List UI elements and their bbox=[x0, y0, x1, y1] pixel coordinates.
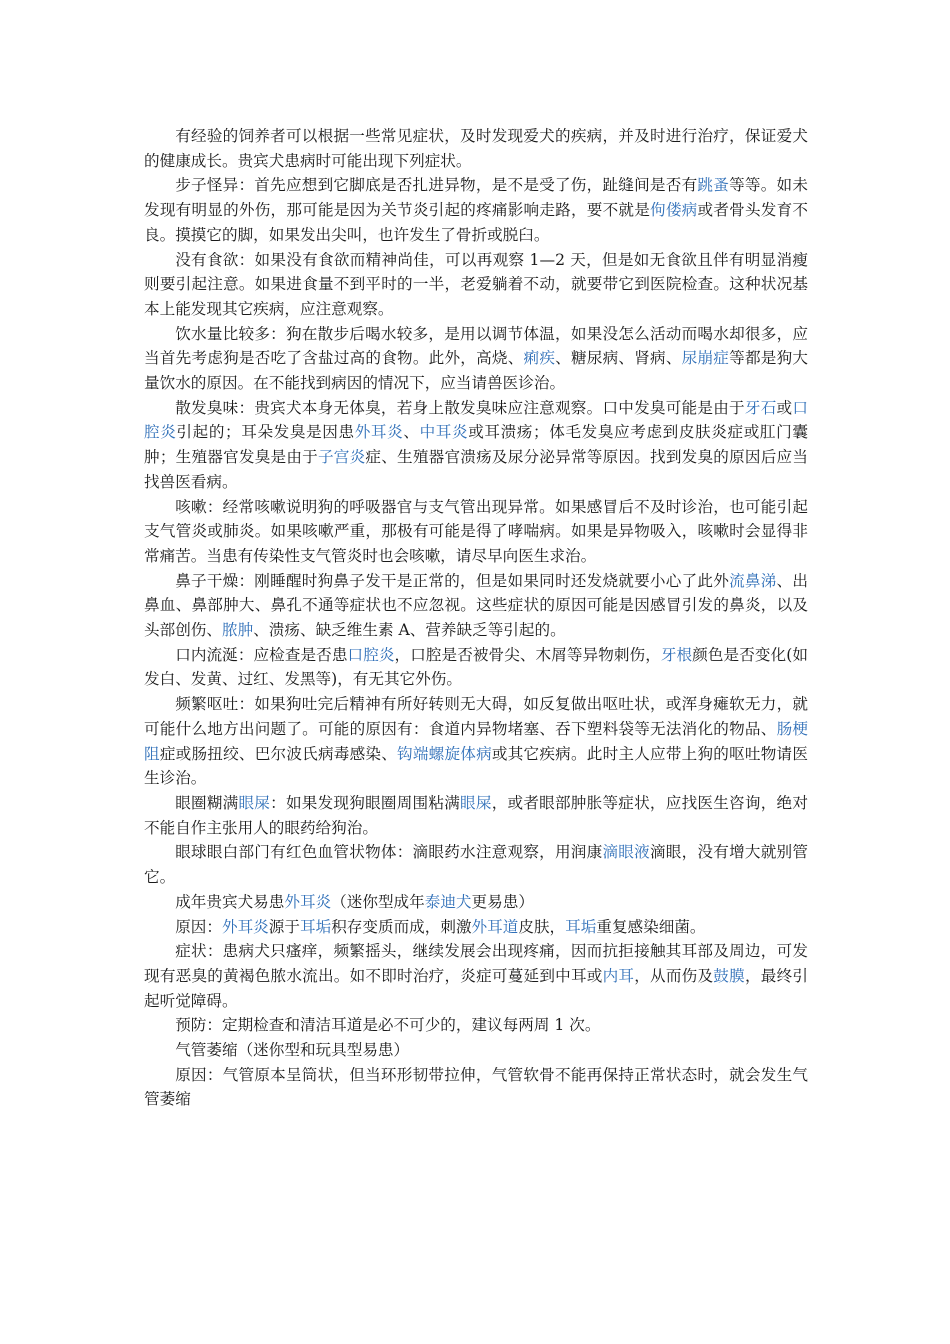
paragraph-text: 或者骨头发育不良。摸摸它的脚，如果发出尖叫，也许发生了骨折或脱臼。 bbox=[144, 201, 808, 244]
paragraph bbox=[144, 890, 808, 915]
paragraph-text: 散发臭味：贵宾犬本身无体臭，若身上散发臭味应注意观察。口中发臭可能是由于 bbox=[175, 398, 745, 417]
paragraph-text: 滴眼，没有增大就别管它。 bbox=[144, 843, 808, 887]
paragraph-text: 口内流涎：应检查是否患 bbox=[175, 645, 348, 664]
paragraph-text: 原因：气管原本呈筒状，但当环形韧带拉伸，气管软骨不能再保持正常状态时，就会发生气管萎缩 bbox=[144, 1065, 808, 1109]
term-link[interactable]: 中耳炎 bbox=[419, 423, 469, 442]
term-link[interactable]: 鼓膜 bbox=[713, 966, 745, 985]
term-link[interactable]: 耳垢 bbox=[299, 917, 332, 936]
term-link[interactable]: 牙根 bbox=[660, 645, 693, 664]
paragraph-text: 、糖尿病、肾病、 bbox=[555, 349, 682, 368]
term-link[interactable]: 跳蚤 bbox=[697, 176, 730, 195]
paragraph bbox=[144, 396, 808, 495]
paragraph-text: 症、生殖器官溃疡及尿分泌异常等原因。找到发臭的原因后应当找兽医看病。 bbox=[144, 448, 808, 491]
paragraph-text: 等都是狗大量饮水的原因。在不能找到病因的情况下，应当请兽医诊治。 bbox=[144, 349, 808, 393]
paragraph-text: 皮肤， bbox=[518, 917, 566, 936]
paragraph-text: 、出鼻血、鼻部肿大、鼻孔不通等症状也不应忽视。这些症状的原因可能是因感冒引发的鼻炎，以及头部创伤、 bbox=[144, 571, 808, 640]
term-link[interactable]: 脓肿 bbox=[221, 621, 254, 640]
paragraph bbox=[144, 322, 808, 396]
paragraph-text: 等等。如未发现有明显的外伤，那可能是因为关节炎引起的疼痛影响走路，要不就是 bbox=[144, 176, 808, 220]
paragraph-text: 源于 bbox=[268, 917, 300, 936]
paragraph-text: 步子怪异：首先应想到它脚底是否扎进异物，是不是受了伤，趾缝间是否有 bbox=[175, 176, 698, 195]
paragraph-text: 、溃疡、缺乏维生素 A、营养缺乏等引起的。 bbox=[253, 621, 566, 640]
paragraph-text: 鼻子干燥：刚睡醒时狗鼻子发干是正常的，但是如果同时还发烧就要小心了此外 bbox=[175, 571, 730, 590]
term-link[interactable]: 外耳炎 bbox=[354, 423, 404, 442]
paragraph-text: 咳嗽：经常咳嗽说明狗的呼吸器官与支气管出现异常。如果感冒后不及时诊治，也可能引起支气管炎或肺炎。如果咳嗽严重，那极有可能是得了哮喘病。如果是异物吸入，咳嗽时会显得非常痛苦。当患有传染性支气管炎时也会咳嗽，请尽早向医生求治。 bbox=[144, 497, 808, 565]
paragraph bbox=[144, 173, 808, 247]
term-link[interactable]: 口腔炎 bbox=[144, 398, 808, 442]
term-link[interactable]: 内耳 bbox=[602, 966, 635, 985]
paragraph bbox=[144, 1013, 808, 1038]
paragraph-text: ，最终引起听觉障碍。 bbox=[144, 966, 808, 1010]
paragraph-text: 引起的；耳朵发臭是因患 bbox=[176, 423, 355, 442]
paragraph-text: 或其它疾病。此时主人应带上狗的呕吐物请医生诊治。 bbox=[144, 744, 808, 788]
paragraph-text: ，从而伤及 bbox=[634, 966, 714, 985]
paragraph-text: 或耳溃疡；体毛发臭应考虑到皮肤炎症或肛门囊肿；生殖器官发臭是由于 bbox=[144, 423, 808, 467]
paragraph bbox=[144, 495, 808, 569]
term-link[interactable]: 佝偻病 bbox=[650, 201, 698, 220]
paragraph-text: 更易患） bbox=[471, 892, 534, 911]
paragraph bbox=[144, 643, 808, 692]
paragraph bbox=[144, 569, 808, 643]
term-link[interactable]: 眼屎 bbox=[460, 793, 492, 812]
paragraph-text: 饮水量比较多：狗在散步后喝水较多，是用以调节体温，如果没怎么活动而喝水却很多，应当首先考虑狗是否吃了含盐过高的食物。此外，高烧、 bbox=[144, 324, 808, 368]
paragraph-text: 预防：定期检查和清洁耳道是必不可少的，建议每两周 1 次。 bbox=[175, 1016, 601, 1035]
paragraph-text: ，口腔是否被骨尖、木屑等异物刺伤， bbox=[394, 645, 661, 664]
term-link[interactable]: 子宫炎 bbox=[317, 448, 366, 467]
paragraph bbox=[144, 124, 808, 173]
paragraph-text: 症或肠扭绞、巴尔波氏病毒感染、 bbox=[159, 744, 398, 763]
paragraph bbox=[144, 248, 808, 322]
paragraph-text: 气管萎缩（迷你型和玩具型易患） bbox=[175, 1041, 410, 1060]
term-link[interactable]: 滴眼液 bbox=[602, 843, 650, 862]
paragraph-text: 颜色是否变化(如发白、发黄、过红、发黑等)，有无其它外伤。 bbox=[144, 645, 808, 689]
paragraph-text: 或 bbox=[776, 398, 793, 417]
term-link[interactable]: 痢疾 bbox=[523, 349, 556, 368]
paragraph-text: 眼圈糊满 bbox=[175, 793, 239, 812]
term-link[interactable]: 肠梗阻 bbox=[144, 719, 808, 763]
paragraph bbox=[144, 1038, 808, 1063]
term-link[interactable]: 耳垢 bbox=[565, 917, 597, 936]
term-link[interactable]: 口腔炎 bbox=[347, 645, 395, 664]
paragraph-text: 重复感染细菌。 bbox=[596, 917, 706, 936]
paragraph-text: 眼球眼白部门有红色血管状物体：滴眼药水注意观察，用润康 bbox=[175, 843, 603, 862]
paragraph-text: ：如果发现狗眼圈周围粘满 bbox=[270, 793, 461, 812]
term-link[interactable]: 尿崩症 bbox=[681, 349, 730, 368]
term-link[interactable]: 外耳炎 bbox=[284, 892, 332, 911]
term-link[interactable]: 外耳炎 bbox=[221, 917, 269, 936]
paragraph-text: （迷你型成年 bbox=[331, 892, 425, 911]
paragraph-text: 、 bbox=[403, 423, 420, 442]
paragraph-text: 成年贵宾犬易患 bbox=[175, 892, 285, 911]
paragraph-text: 有经验的饲养者可以根据一些常见症状，及时发现爱犬的疾病，并及时进行治疗，保证爱犬的健康成长。贵宾犬患病时可能出现下列症状。 bbox=[144, 127, 808, 170]
paragraph bbox=[144, 939, 808, 1013]
term-link[interactable]: 流鼻涕 bbox=[729, 571, 777, 590]
term-link[interactable]: 外耳道 bbox=[471, 917, 519, 936]
paragraph-text: 症状：患病犬只瘙痒，频繁摇头，继续发展会出现疼痛，因而抗拒接触其耳部及周边，可发现有恶臭的黄褐色脓水流出。如不即时治疗，炎症可蔓延到中耳或 bbox=[144, 942, 808, 985]
paragraph-text: 频繁呕吐：如果狗吐完后精神有所好转则无大碍，如反复做出呕吐状，或浑身瘫软无力，就可能什么地方出问题了。可能的原因有：食道内异物堵塞、吞下塑料袋等无法消化的物品、 bbox=[144, 695, 808, 738]
document-body bbox=[144, 124, 808, 1112]
paragraph-text: ，或者眼部肿胀等症状，应找医生咨询，绝对不能自作主张用人的眼药给狗治。 bbox=[144, 793, 808, 837]
term-link[interactable]: 泰迪犬 bbox=[424, 892, 472, 911]
paragraph-text: 没有食欲：如果没有食欲而精神尚佳，可以再观察 1—2 天，但是如无食欲且伴有明显消瘦则要引起注意。如果进食量不到平时的一半，老爱躺着不动，就要带它到医院检查。这种状况基本上能发现其它疾病，应注意观察。 bbox=[144, 250, 808, 318]
paragraph bbox=[144, 1063, 808, 1112]
paragraph bbox=[144, 692, 808, 791]
term-link[interactable]: 牙石 bbox=[744, 398, 777, 417]
paragraph-text: 原因： bbox=[175, 917, 222, 936]
paragraph bbox=[144, 840, 808, 889]
term-link[interactable]: 钩端螺旋体病 bbox=[397, 744, 492, 763]
paragraph bbox=[144, 791, 808, 840]
paragraph bbox=[144, 915, 808, 940]
term-link[interactable]: 眼屎 bbox=[238, 793, 271, 812]
paragraph-text: 积存变质而成，刺激 bbox=[331, 917, 472, 936]
